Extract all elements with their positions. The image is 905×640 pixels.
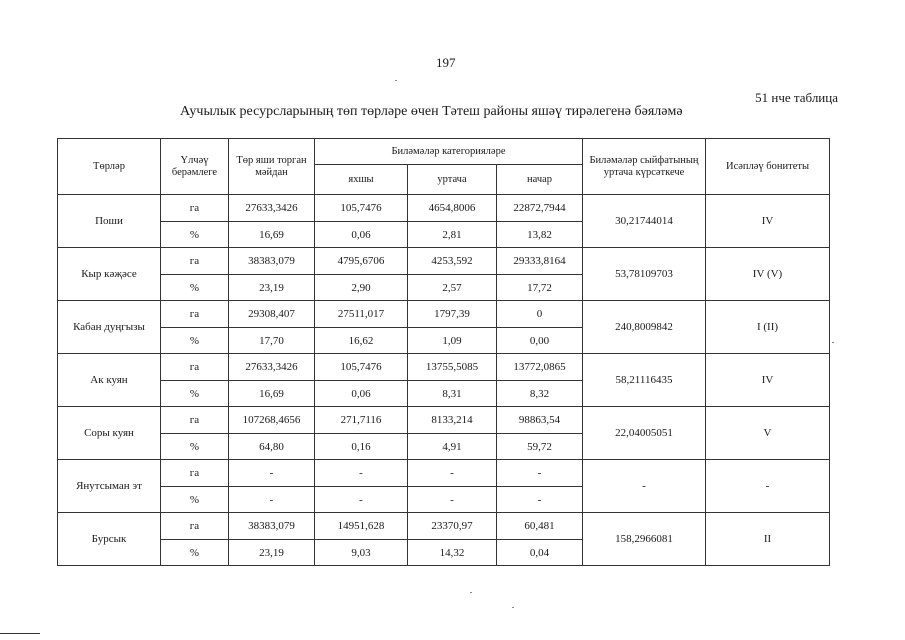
bad-percent-cell: 0,00 <box>497 328 583 354</box>
good-percent-cell: 9,03 <box>315 540 408 566</box>
unit-percent-cell: % <box>161 222 229 248</box>
medium-cell: 8133,214 <box>408 407 497 434</box>
bad-cell: 22872,7944 <box>497 195 583 222</box>
medium-cell: 1797,39 <box>408 301 497 328</box>
area-percent-cell: 16,69 <box>229 381 315 407</box>
unit-cell: га <box>161 301 229 328</box>
medium-cell: 4654,8006 <box>408 195 497 222</box>
bad-cell: 98863,54 <box>497 407 583 434</box>
species-cell: Поши <box>58 195 161 248</box>
unit-cell: га <box>161 407 229 434</box>
medium-percent-cell: 2,81 <box>408 222 497 248</box>
table-row <box>58 513 830 540</box>
species-cell: Кыр кәҗәсе <box>58 248 161 301</box>
area-cell: 27633,3426 <box>229 354 315 381</box>
medium-percent-cell: 14,32 <box>408 540 497 566</box>
avg-quality-cell: 30,21744014 <box>583 195 706 248</box>
area-percent-cell: 23,19 <box>229 275 315 301</box>
good-percent-cell: 0,06 <box>315 381 408 407</box>
bonitet-cell: - <box>706 460 830 513</box>
avg-quality-cell: - <box>583 460 706 513</box>
medium-cell: 13755,5085 <box>408 354 497 381</box>
header-habitat-area: Төр яши торган мәйдан <box>229 139 315 195</box>
unit-cell: га <box>161 354 229 381</box>
good-percent-cell: 0,06 <box>315 222 408 248</box>
bonitet-cell: IV <box>706 195 830 248</box>
table-row <box>58 195 830 222</box>
good-percent-cell: 2,90 <box>315 275 408 301</box>
bad-percent-cell: 59,72 <box>497 434 583 460</box>
bad-percent-cell: 8,32 <box>497 381 583 407</box>
scan-edge-line <box>0 633 40 634</box>
bad-percent-cell: 0,04 <box>497 540 583 566</box>
habitat-assessment-table <box>57 138 830 566</box>
unit-percent-cell: % <box>161 540 229 566</box>
area-percent-cell: 64,80 <box>229 434 315 460</box>
area-cell: - <box>229 460 315 487</box>
species-cell: Бурсык <box>58 513 161 566</box>
unit-percent-cell: % <box>161 328 229 354</box>
unit-percent-cell: % <box>161 275 229 301</box>
table-row <box>58 407 830 434</box>
good-percent-cell: 0,16 <box>315 434 408 460</box>
good-cell: 105,7476 <box>315 195 408 222</box>
avg-quality-cell: 22,04005051 <box>583 407 706 460</box>
medium-percent-cell: 4,91 <box>408 434 497 460</box>
area-cell: 38383,079 <box>229 248 315 275</box>
area-cell: 27633,3426 <box>229 195 315 222</box>
header-good: яхшы <box>315 165 408 195</box>
unit-cell: га <box>161 513 229 540</box>
table-number: 51 нче таблица <box>755 90 838 105</box>
good-cell: 271,7116 <box>315 407 408 434</box>
header-unit: Үлчәү берәмлеге <box>161 139 229 195</box>
table-row <box>58 460 830 487</box>
good-percent-cell: 16,62 <box>315 328 408 354</box>
bad-cell: 0 <box>497 301 583 328</box>
header-medium: уртача <box>408 165 497 195</box>
bad-cell: - <box>497 460 583 487</box>
header-species: Төрләр <box>58 139 161 195</box>
species-cell: Соры куян <box>58 407 161 460</box>
avg-quality-cell: 58,21116435 <box>583 354 706 407</box>
bad-percent-cell: 13,82 <box>497 222 583 248</box>
medium-percent-cell: 8,31 <box>408 381 497 407</box>
medium-cell: - <box>408 460 497 487</box>
bonitet-cell: II <box>706 513 830 566</box>
good-cell: 105,7476 <box>315 354 408 381</box>
table-row <box>58 354 830 381</box>
good-cell: 4795,6706 <box>315 248 408 275</box>
good-percent-cell: - <box>315 487 408 513</box>
bonitet-cell: I (II) <box>706 301 830 354</box>
area-percent-cell: 16,69 <box>229 222 315 248</box>
unit-percent-cell: % <box>161 381 229 407</box>
medium-cell: 23370,97 <box>408 513 497 540</box>
area-cell: 29308,407 <box>229 301 315 328</box>
avg-quality-cell: 53,78109703 <box>583 248 706 301</box>
area-cell: 107268,4656 <box>229 407 315 434</box>
good-cell: - <box>315 460 408 487</box>
medium-percent-cell: - <box>408 487 497 513</box>
table-title: Аучылык ресурсларының төп төрләре өчен Тәтеш районы яшәү тирәлегенә бәяләмә <box>180 104 683 119</box>
area-cell: 38383,079 <box>229 513 315 540</box>
bad-percent-cell: 17,72 <box>497 275 583 301</box>
unit-cell: га <box>161 460 229 487</box>
page-number: 197 <box>436 55 456 70</box>
area-percent-cell: 23,19 <box>229 540 315 566</box>
avg-quality-cell: 158,2966081 <box>583 513 706 566</box>
bonitet-cell: V <box>706 407 830 460</box>
header-bonitet: Исәпләү бонитеты <box>706 139 830 195</box>
medium-percent-cell: 1,09 <box>408 328 497 354</box>
species-cell: Ак куян <box>58 354 161 407</box>
avg-quality-cell: 240,8009842 <box>583 301 706 354</box>
area-percent-cell: - <box>229 487 315 513</box>
header-avg-quality: Биләмәләр сыйфатының уртача күрсәткече <box>583 139 706 195</box>
unit-percent-cell: % <box>161 487 229 513</box>
species-cell: Кабан дуңгызы <box>58 301 161 354</box>
unit-cell: га <box>161 195 229 222</box>
header-bad: начар <box>497 165 583 195</box>
table-row <box>58 301 830 328</box>
good-cell: 14951,628 <box>315 513 408 540</box>
bad-percent-cell: - <box>497 487 583 513</box>
bonitet-cell: IV (V) <box>706 248 830 301</box>
bad-cell: 13772,0865 <box>497 354 583 381</box>
bonitet-cell: IV <box>706 354 830 407</box>
good-cell: 27511,017 <box>315 301 408 328</box>
unit-percent-cell: % <box>161 434 229 460</box>
species-cell: Янутсыман эт <box>58 460 161 513</box>
unit-cell: га <box>161 248 229 275</box>
bad-cell: 60,481 <box>497 513 583 540</box>
medium-cell: 4253,592 <box>408 248 497 275</box>
header-categories: Биләмәләр категорияләре <box>315 139 583 165</box>
bad-cell: 29333,8164 <box>497 248 583 275</box>
table-row <box>58 248 830 275</box>
area-percent-cell: 17,70 <box>229 328 315 354</box>
medium-percent-cell: 2,57 <box>408 275 497 301</box>
